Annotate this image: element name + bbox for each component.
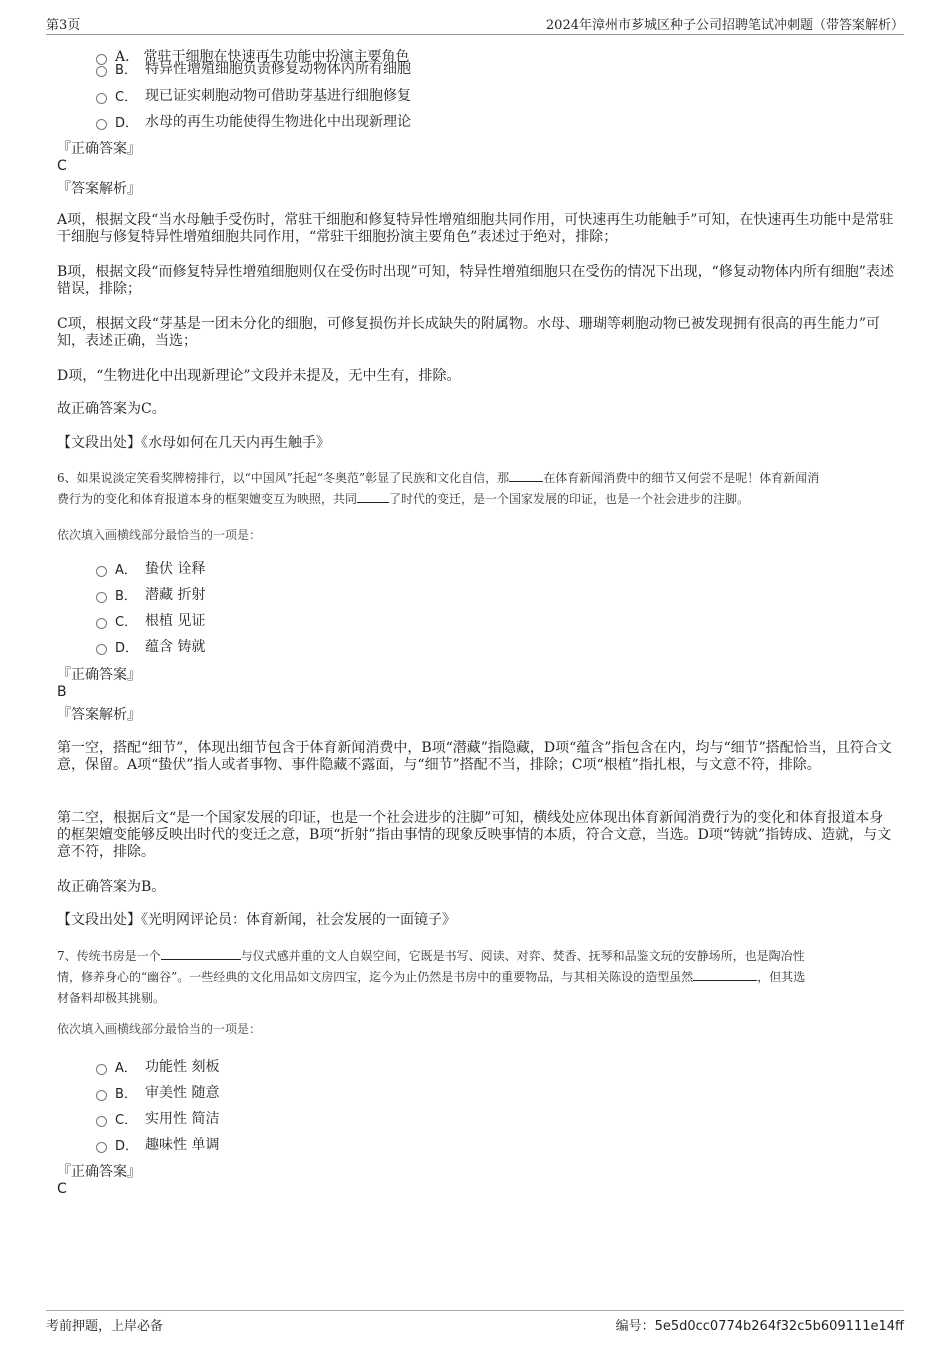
radio-icon[interactable] [96, 66, 107, 77]
stem-text: 情，修养身心的“幽谷”。一些经典的文化用品如文房四宝，迄今为止仍然是书房中的重要物品，与其相关陈设的造型虽然 [57, 970, 694, 984]
option-letter: C． [115, 614, 138, 630]
option-b-q6[interactable] [96, 584, 205, 604]
option-text: 根植 见证 [145, 613, 206, 629]
footer-slogan: 考前押题，上岸必备 [46, 1319, 164, 1334]
option-letter: A． [115, 562, 137, 578]
source-citation: 【文段出处】《光明网评论员：体育新闻，社会发展的一面镜子》 [57, 912, 456, 928]
radio-icon[interactable] [96, 592, 107, 603]
fill-blank [161, 947, 241, 960]
stem-text: ，但其选 [757, 970, 806, 984]
option-text: 功能性 刻板 [145, 1059, 220, 1075]
analysis-paragraph: A项，根据文段“当水母触手受伤时，常驻干细胞和修复特异性增殖细胞共同作用，可快速再生功能触手”可知，在快速再生功能中是常驻干细胞与修复特异性增殖细胞共同作用，“常驻干细胞扮演主要角色”表述过于绝对，排除； [57, 212, 894, 245]
option-text: 现已证实刺胞动物可借助芽基进行细胞修复 [145, 88, 411, 104]
option-letter: B． [115, 62, 137, 78]
radio-icon[interactable] [96, 1090, 107, 1101]
question-6-stem [57, 468, 895, 510]
option-text: 蛰伏 诠释 [145, 561, 206, 577]
radio-icon[interactable] [96, 566, 107, 577]
analysis-paragraph: 第二空，根据后文“是一个国家发展的印证，也是一个社会进步的注脚”可知，横线处应体现出体育新闻消费行为的变化和体育报道本身的框架嬗变能够反映出时代的变迁之意，B项“折射”指由事情的现象反映事情的本质，符合文意，当选。D项“铸就”指铸成、造就，与文意不符，排除。 [57, 810, 892, 860]
fill-blank [693, 968, 757, 981]
fill-blank [357, 490, 389, 503]
stem-text: 材备料却极其挑剔。 [57, 991, 166, 1005]
correct-answer-label: 『正确答案』 [57, 667, 141, 683]
option-letter: D． [115, 640, 139, 656]
fill-instruction: 依次填入画横线部分最恰当的一项是： [57, 1022, 262, 1036]
option-a-q7[interactable] [96, 1056, 219, 1076]
option-text: 潜藏 折射 [145, 587, 206, 603]
radio-icon[interactable] [96, 119, 107, 130]
stem-text: 费行为的变化和体育报道本身的框架嬗变互为映照，共同 [57, 492, 358, 506]
stem-text: 7、传统书房是一个 [57, 949, 161, 963]
option-d-q6[interactable] [96, 636, 205, 656]
source-citation: 【文段出处】《水母如何在几天内再生触手》 [57, 435, 330, 451]
option-letter: C． [115, 1112, 138, 1128]
option-text: A． 常驻干细胞在快速再生功能中扮演主要角色 [115, 49, 410, 65]
correct-answer: C [57, 1181, 67, 1197]
option-text: 特异性增殖细胞负责修复动物体内所有细胞 [145, 61, 411, 77]
option-letter: D． [115, 1138, 139, 1154]
analysis-conclusion: 故正确答案为C。 [57, 401, 166, 417]
option-text: 趣味性 单调 [145, 1137, 220, 1153]
option-a-q6[interactable] [96, 558, 205, 578]
code-label: 编号： [615, 1319, 655, 1334]
stem-text: 了时代的变迁，是一个国家发展的印证，也是一个社会进步的注脚。 [389, 492, 750, 506]
radio-icon[interactable] [96, 644, 107, 655]
page-footer [46, 1310, 904, 1334]
correct-answer: B [57, 684, 67, 700]
radio-icon[interactable] [96, 93, 107, 104]
document-code [616, 1315, 904, 1334]
stem-text: 6、如果说淡定笑看奖牌榜排行，以“中国风”托起“冬奥范”彰显了民族和文化自信，那 [57, 471, 510, 485]
analysis-paragraph: B项，根据文段“而修复特异性增殖细胞则仅在受伤时出现”可知，特异性增殖细胞只在受伤的情况下出现，“修复动物体内所有细胞”表述错误，排除； [57, 264, 894, 297]
option-b-q5[interactable] [96, 58, 411, 78]
analysis-label: 『答案解析』 [57, 707, 141, 723]
correct-answer-label: 『正确答案』 [57, 1164, 141, 1180]
document-title: 2024年漳州市芗城区种子公司招聘笔试冲刺题（带答案解析） [545, 18, 904, 33]
option-letter: A． [115, 1060, 137, 1076]
option-text: 审美性 随意 [145, 1085, 220, 1101]
page-header [46, 12, 904, 35]
code-value: 5e5d0cc0774b264f32c5b609111e14ff [654, 1319, 904, 1334]
analysis-paragraph: 第一空，搭配“细节”，体现出细节包含于体育新闻消费中，B项“潜藏”指隐藏，D项“蕴含”指包含在内，均与“细节”搭配恰当，且符合文意，保留。A项“蛰伏”指人或者事物、事件隐藏不露面，与“细节”搭配不当，排除；C项“根植”指扎根，与文意不符，排除。 [57, 740, 892, 773]
option-d-q7[interactable] [96, 1134, 219, 1154]
page-number: 第3页 [46, 18, 81, 33]
option-b-q7[interactable] [96, 1082, 219, 1102]
correct-answer-label: 『正确答案』 [57, 141, 141, 157]
radio-icon[interactable] [96, 1116, 107, 1127]
option-letter: B． [115, 588, 137, 604]
analysis-paragraph: C项，根据文段“芽基是一团未分化的细胞，可修复损伤并长成缺失的附属物。水母、珊瑚等刺胞动物已被发现拥有很高的再生能力”可知，表述正确，当选； [57, 316, 881, 349]
option-letter: B． [115, 1086, 137, 1102]
radio-icon[interactable] [96, 618, 107, 629]
option-letter: C． [115, 89, 138, 105]
option-text: 水母的再生功能使得生物进化中出现新理论 [145, 114, 411, 130]
option-c-q6[interactable] [96, 610, 205, 630]
radio-icon[interactable] [96, 1064, 107, 1075]
option-c-q7[interactable] [96, 1108, 219, 1128]
option-letter: D． [115, 115, 139, 131]
analysis-conclusion: 故正确答案为B。 [57, 879, 166, 895]
option-d-q5[interactable] [96, 111, 411, 131]
option-text: 蕴含 铸就 [145, 639, 206, 655]
fill-blank [509, 469, 543, 482]
correct-answer: C [57, 158, 67, 174]
analysis-label: 『答案解析』 [57, 181, 141, 197]
stem-text: 与仪式感并重的文人自娱空间，它既是书写、阅读、对弈、焚香、抚琴和品鉴文玩的安静场所，也是陶冶性 [240, 949, 805, 963]
option-text: 实用性 简洁 [145, 1111, 220, 1127]
fill-instruction: 依次填入画横线部分最恰当的一项是： [57, 528, 262, 542]
stem-text: 在体育新闻消费中的细节又何尝不是呢！体育新闻消 [543, 471, 820, 485]
analysis-paragraph: D项，“生物进化中出现新理论”文段并未提及，无中生有，排除。 [57, 368, 461, 384]
option-c-q5[interactable] [96, 85, 411, 105]
question-7-stem [57, 946, 895, 1009]
radio-icon[interactable] [96, 1142, 107, 1153]
